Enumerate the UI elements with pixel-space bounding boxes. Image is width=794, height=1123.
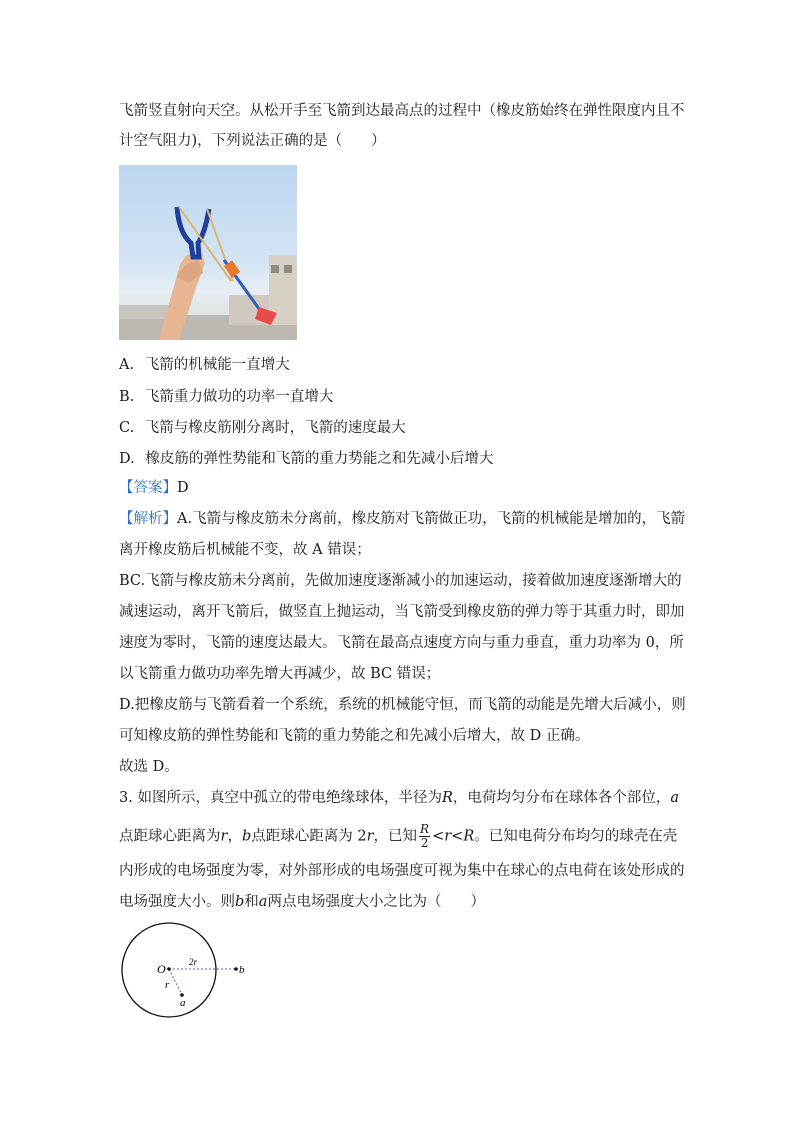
option-label: C. [119, 420, 135, 436]
analysis-d-line1: D.把橡皮筋与飞箭看着一个系统，系统的机械能守恒，而飞箭的动能是先增大后减小，则 [119, 697, 686, 713]
option-label: D. [119, 451, 135, 467]
analysis-a-line1 [119, 509, 685, 529]
label-a: a [180, 997, 186, 1009]
q3-text: 点距球心距离为 [119, 828, 221, 845]
option-text: 飞箭与橡皮筋刚分离时，飞箭的速度最大 [144, 420, 406, 436]
q3-symbol: a [670, 790, 680, 806]
answer-tag: 【答案】 [119, 480, 177, 496]
analysis-bc-line2: 减速运动，离开飞箭后，做竖直上抛运动，当飞箭受到橡皮筋的弹力等于其重力时，即加 [119, 604, 685, 620]
answer-line [119, 478, 189, 498]
analysis-a-line2: 离开橡皮筋后机械能不变，故 A 错误； [119, 542, 371, 558]
question-intro-line2: 计空气阻力)，下列说法正确的是（ ） [119, 133, 386, 149]
q3-text: 和 [244, 894, 259, 910]
label-o: O [157, 962, 166, 976]
q3-symbol: R [441, 790, 453, 806]
option-text: 飞箭重力做功的功率一直增大 [144, 389, 334, 405]
fraction-denominator: 2 [420, 836, 429, 850]
sphere-diagram [119, 920, 249, 1020]
option-a [119, 353, 290, 374]
q3-line1 [119, 788, 679, 808]
q3-symbol: R [463, 828, 475, 845]
option-c [119, 416, 406, 437]
point-b [234, 967, 238, 971]
q3-line2 [119, 823, 677, 850]
radius-r-line [169, 969, 182, 995]
q3-symbol: < [432, 828, 445, 845]
q3-text: ， [227, 828, 242, 845]
option-d [119, 447, 493, 468]
q3-text: 电场强度大小。则 [119, 894, 235, 910]
q3-line3: 内形成的电场强度为零，对外部形成的电场强度可视为集中在球心的点电荷在该处形成的 [119, 863, 685, 879]
q3-symbol: b [235, 894, 245, 910]
q3-symbol: b [241, 828, 252, 845]
analysis-bc-line3: 速度为零时，飞箭的速度达最大。飞箭在最高点速度方向与重力垂直，重力功率为 0，所 [119, 635, 684, 651]
slingshot-photo-svg [119, 165, 297, 340]
q3-text: ，已知 [373, 828, 418, 845]
q3-symbol: < [451, 828, 464, 845]
q3-text: 。已知电荷分布均匀的球壳在壳 [474, 828, 678, 845]
q3-line4 [119, 892, 485, 912]
q3-text: 两点电场强度大小之比为（ ） [267, 894, 485, 910]
option-text: 橡皮筋的弹性势能和飞箭的重力势能之和先减小后增大 [145, 451, 494, 467]
answer-value: D [177, 480, 189, 496]
question-intro-line1: 飞箭竖直射向天空。从松开手至飞箭到达最高点的过程中（橡皮筋始终在弹性限度内且不 [119, 103, 685, 119]
analysis-text: A.飞箭与橡皮筋未分离前，橡皮筋对飞箭做正功，飞箭的机械能是增加的，飞箭 [177, 511, 686, 527]
q3-text: 点距球心距离为 2 [251, 828, 367, 845]
analysis-bc-line1: BC.飞箭与橡皮筋未分离前，先做加速度逐渐减小的加速运动，接着做加速度逐渐增大的 [119, 573, 682, 589]
q3-text: 3. 如图所示，真空中孤立的带电绝缘球体，半径为 [119, 790, 442, 806]
analysis-tag: 【解析】 [119, 511, 177, 527]
analysis-d-line2: 可知橡皮筋的弹性势能和飞箭的重力势能之和先减小后增大，故 D 正确。 [119, 728, 590, 744]
option-b [119, 385, 333, 406]
label-b: b [239, 964, 245, 976]
sphere-diagram-svg [119, 920, 249, 1020]
q3-symbol: r [220, 828, 228, 845]
q3-symbol: r [366, 828, 374, 845]
fraction-numerator: R [420, 822, 430, 836]
option-label: A. [119, 357, 135, 373]
q3-symbol: r [444, 828, 452, 845]
center-point [167, 967, 171, 971]
label-2r: 2r [189, 957, 198, 967]
q3-text: ，电荷均匀分布在球体各个部位， [452, 790, 671, 806]
q3-symbol: a [258, 894, 268, 910]
label-r: r [165, 979, 170, 991]
option-text: 飞箭的机械能一直增大 [144, 357, 290, 373]
analysis-conclusion: 故选 D。 [119, 759, 179, 775]
analysis-bc-line4: 以飞箭重力做功功率先增大再减少，故 BC 错误； [119, 666, 441, 682]
slingshot-photo [119, 165, 297, 340]
option-label: B. [119, 389, 135, 405]
fraction-r-over-2 [419, 823, 430, 850]
